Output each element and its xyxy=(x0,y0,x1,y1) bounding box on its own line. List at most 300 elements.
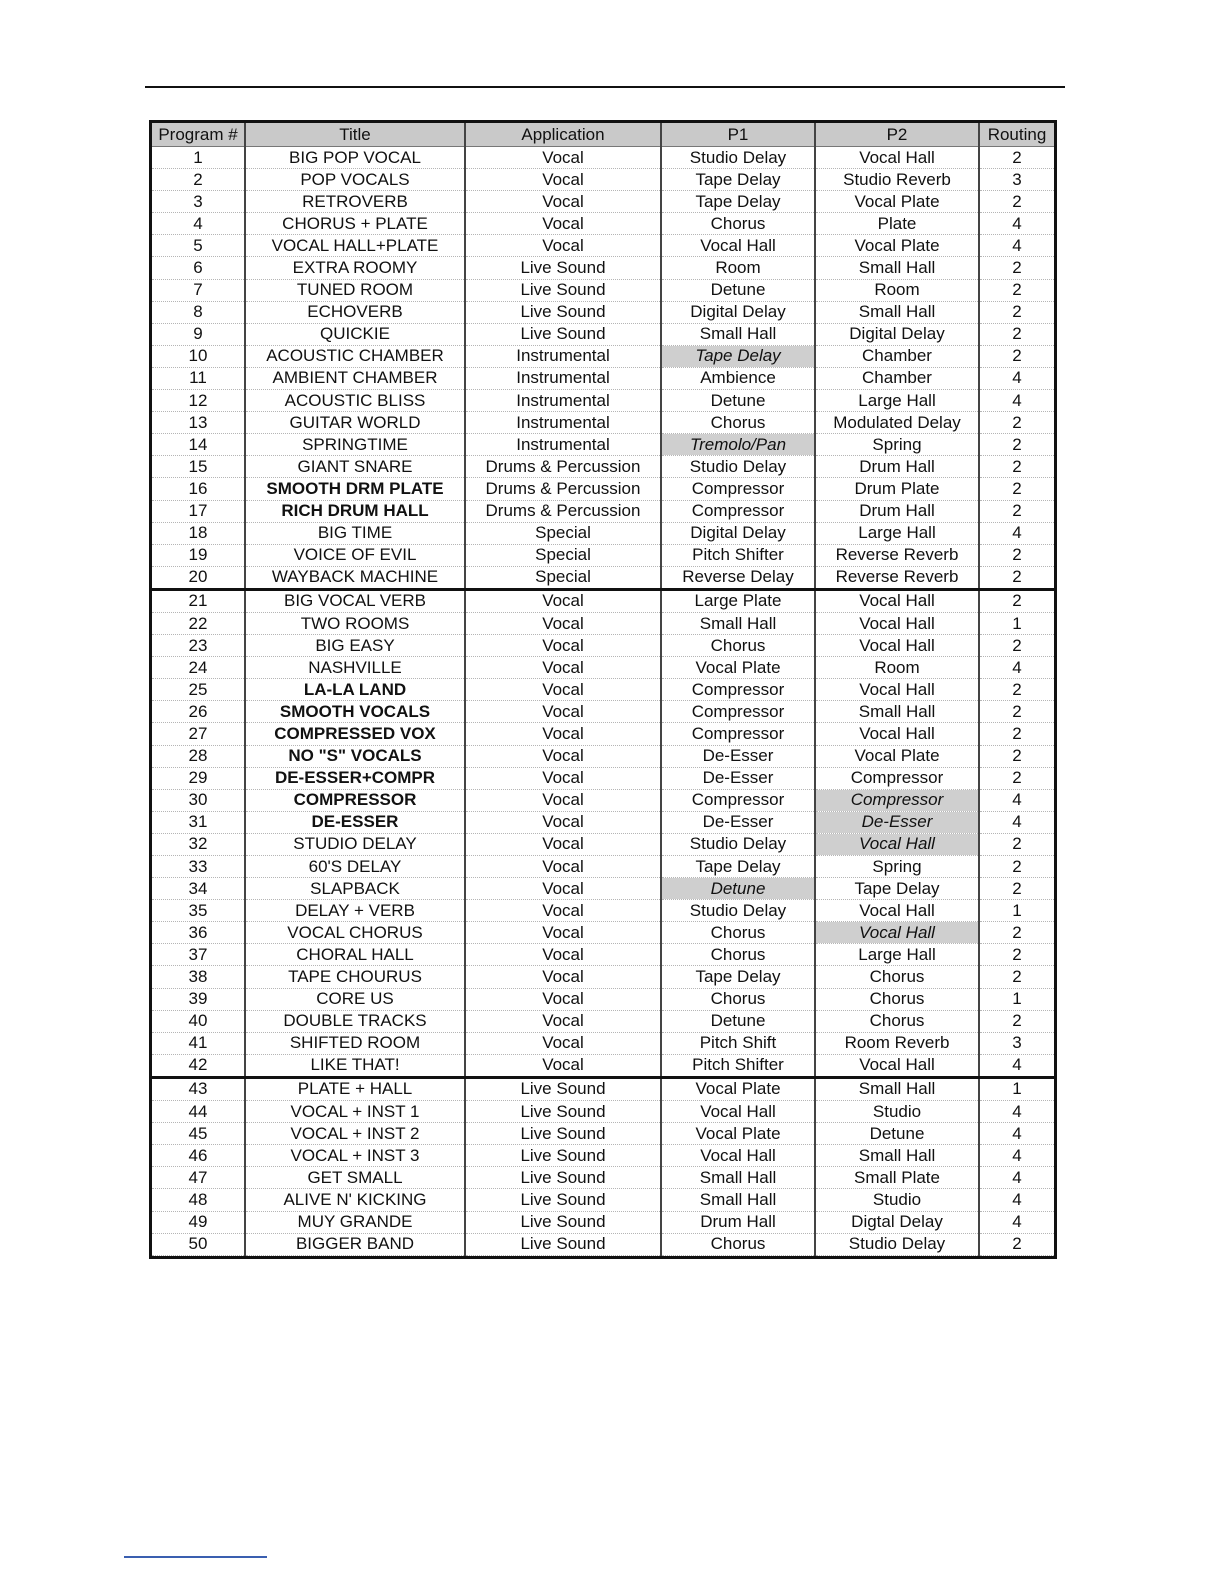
cell-title: BIG VOCAL VERB xyxy=(245,589,465,612)
table-row xyxy=(152,566,1054,589)
cell-title: WAYBACK MACHINE xyxy=(245,566,465,589)
table-header-row xyxy=(152,123,1054,147)
cell-routing: 2 xyxy=(979,922,1054,944)
cell-p1: Small Hall xyxy=(661,1167,815,1189)
cell-title: NASHVILLE xyxy=(245,657,465,679)
cell-application: Instrumental xyxy=(465,390,661,412)
cell-p1: Pitch Shifter xyxy=(661,1054,815,1077)
cell-p1: Vocal Hall xyxy=(661,235,815,257)
cell-routing: 4 xyxy=(979,1145,1054,1167)
cell-application: Vocal xyxy=(465,878,661,900)
cell-p2: Chorus xyxy=(815,966,979,988)
table-row xyxy=(152,922,1054,944)
cell-program-number: 17 xyxy=(152,500,245,522)
cell-p2: Studio xyxy=(815,1101,979,1123)
cell-routing: 2 xyxy=(979,1010,1054,1032)
table-row xyxy=(152,966,1054,988)
cell-p2: Chamber xyxy=(815,367,979,389)
header-program-number: Program # xyxy=(152,123,245,147)
cell-title: SPRINGTIME xyxy=(245,434,465,456)
cell-routing: 4 xyxy=(979,1189,1054,1211)
cell-program-number: 1 xyxy=(152,147,245,169)
cell-routing: 4 xyxy=(979,213,1054,235)
cell-p2: Small Hall xyxy=(815,301,979,323)
cell-p2: Vocal Hall xyxy=(815,635,979,657)
table-row xyxy=(152,1032,1054,1054)
cell-program-number: 38 xyxy=(152,966,245,988)
program-table xyxy=(149,120,1057,1259)
cell-program-number: 48 xyxy=(152,1189,245,1211)
cell-application: Vocal xyxy=(465,745,661,767)
table-row xyxy=(152,500,1054,522)
cell-p1: Vocal Plate xyxy=(661,1077,815,1100)
table-row xyxy=(152,745,1054,767)
cell-p1: Vocal Plate xyxy=(661,657,815,679)
cell-application: Vocal xyxy=(465,944,661,966)
cell-p2: Vocal Hall xyxy=(815,1054,979,1077)
cell-routing: 2 xyxy=(979,434,1054,456)
cell-p1: Tape Delay xyxy=(661,191,815,213)
cell-p1: Compressor xyxy=(661,723,815,745)
cell-routing: 3 xyxy=(979,169,1054,191)
cell-routing: 2 xyxy=(979,745,1054,767)
cell-routing: 4 xyxy=(979,811,1054,833)
cell-title: DELAY + VERB xyxy=(245,900,465,922)
cell-routing: 2 xyxy=(979,1233,1054,1255)
footer-rule xyxy=(124,1556,267,1558)
cell-application: Live Sound xyxy=(465,1211,661,1233)
cell-routing: 1 xyxy=(979,988,1054,1010)
cell-routing: 4 xyxy=(979,657,1054,679)
table-row xyxy=(152,1233,1054,1255)
cell-routing: 2 xyxy=(979,833,1054,855)
cell-application: Instrumental xyxy=(465,412,661,434)
cell-application: Live Sound xyxy=(465,257,661,279)
cell-title: BIG EASY xyxy=(245,635,465,657)
cell-application: Special xyxy=(465,522,661,544)
cell-application: Vocal xyxy=(465,1054,661,1077)
cell-title: NO "S" VOCALS xyxy=(245,745,465,767)
cell-routing: 2 xyxy=(979,323,1054,345)
cell-routing: 2 xyxy=(979,456,1054,478)
cell-p2: Plate xyxy=(815,213,979,235)
cell-program-number: 14 xyxy=(152,434,245,456)
cell-application: Vocal xyxy=(465,701,661,723)
table-row xyxy=(152,900,1054,922)
cell-p1: Ambience xyxy=(661,367,815,389)
table-row xyxy=(152,456,1054,478)
cell-routing: 2 xyxy=(979,635,1054,657)
cell-p2: Modulated Delay xyxy=(815,412,979,434)
table-row xyxy=(152,833,1054,855)
cell-program-number: 20 xyxy=(152,566,245,589)
cell-application: Instrumental xyxy=(465,345,661,367)
cell-routing: 4 xyxy=(979,1101,1054,1123)
cell-application: Vocal xyxy=(465,900,661,922)
cell-p1: Reverse Delay xyxy=(661,566,815,589)
cell-application: Instrumental xyxy=(465,434,661,456)
cell-application: Live Sound xyxy=(465,1077,661,1100)
cell-title: STUDIO DELAY xyxy=(245,833,465,855)
table-row xyxy=(152,235,1054,257)
table-row xyxy=(152,679,1054,701)
cell-p1: Pitch Shift xyxy=(661,1032,815,1054)
cell-title: GIANT SNARE xyxy=(245,456,465,478)
cell-p1: Vocal Plate xyxy=(661,1123,815,1145)
cell-title: COMPRESSED VOX xyxy=(245,723,465,745)
cell-routing: 2 xyxy=(979,412,1054,434)
table-row xyxy=(152,657,1054,679)
cell-program-number: 15 xyxy=(152,456,245,478)
cell-p1: Chorus xyxy=(661,635,815,657)
cell-application: Vocal xyxy=(465,235,661,257)
cell-title: TUNED ROOM xyxy=(245,279,465,301)
cell-application: Drums & Percussion xyxy=(465,478,661,500)
cell-p2: Chamber xyxy=(815,345,979,367)
cell-program-number: 12 xyxy=(152,390,245,412)
cell-program-number: 43 xyxy=(152,1077,245,1100)
cell-application: Live Sound xyxy=(465,279,661,301)
cell-program-number: 2 xyxy=(152,169,245,191)
cell-p1: Chorus xyxy=(661,412,815,434)
table-row xyxy=(152,301,1054,323)
cell-p2: Small Hall xyxy=(815,1077,979,1100)
cell-title: LA-LA LAND xyxy=(245,679,465,701)
cell-program-number: 44 xyxy=(152,1101,245,1123)
cell-routing: 2 xyxy=(979,701,1054,723)
cell-p1: Detune xyxy=(661,878,815,900)
table-row xyxy=(152,390,1054,412)
cell-p1: Compressor xyxy=(661,701,815,723)
cell-p2: Vocal Plate xyxy=(815,235,979,257)
cell-routing: 2 xyxy=(979,856,1054,878)
table-row xyxy=(152,213,1054,235)
cell-title: GET SMALL xyxy=(245,1167,465,1189)
cell-routing: 2 xyxy=(979,878,1054,900)
header-application: Application xyxy=(465,123,661,147)
cell-routing: 1 xyxy=(979,612,1054,634)
cell-program-number: 30 xyxy=(152,789,245,811)
table-row xyxy=(152,612,1054,634)
cell-p1: Vocal Hall xyxy=(661,1145,815,1167)
table-row xyxy=(152,1211,1054,1233)
cell-application: Live Sound xyxy=(465,1123,661,1145)
cell-program-number: 19 xyxy=(152,544,245,566)
cell-p2: Chorus xyxy=(815,988,979,1010)
cell-application: Drums & Percussion xyxy=(465,456,661,478)
cell-program-number: 47 xyxy=(152,1167,245,1189)
cell-p1: Chorus xyxy=(661,944,815,966)
table-row xyxy=(152,944,1054,966)
cell-routing: 2 xyxy=(979,966,1054,988)
cell-title: VOCAL + INST 3 xyxy=(245,1145,465,1167)
cell-title: CHORAL HALL xyxy=(245,944,465,966)
table-row xyxy=(152,789,1054,811)
cell-p2: Vocal Plate xyxy=(815,745,979,767)
cell-application: Special xyxy=(465,544,661,566)
cell-program-number: 49 xyxy=(152,1211,245,1233)
table-row xyxy=(152,1010,1054,1032)
table-row xyxy=(152,767,1054,789)
cell-title: CHORUS + PLATE xyxy=(245,213,465,235)
table-row xyxy=(152,1189,1054,1211)
cell-p1: De-Esser xyxy=(661,745,815,767)
cell-p1: Chorus xyxy=(661,988,815,1010)
cell-p2: Detune xyxy=(815,1123,979,1145)
cell-application: Vocal xyxy=(465,767,661,789)
cell-title: CORE US xyxy=(245,988,465,1010)
cell-application: Vocal xyxy=(465,679,661,701)
table-row xyxy=(152,723,1054,745)
cell-p2: Vocal Hall xyxy=(815,723,979,745)
cell-title: VOCAL + INST 1 xyxy=(245,1101,465,1123)
cell-title: ACOUSTIC CHAMBER xyxy=(245,345,465,367)
cell-program-number: 22 xyxy=(152,612,245,634)
cell-application: Vocal xyxy=(465,966,661,988)
cell-p2: Reverse Reverb xyxy=(815,566,979,589)
table-row xyxy=(152,856,1054,878)
cell-application: Vocal xyxy=(465,1010,661,1032)
cell-title: DOUBLE TRACKS xyxy=(245,1010,465,1032)
cell-application: Live Sound xyxy=(465,1167,661,1189)
cell-routing: 2 xyxy=(979,257,1054,279)
cell-program-number: 34 xyxy=(152,878,245,900)
cell-p2: De-Esser xyxy=(815,811,979,833)
table-row xyxy=(152,1145,1054,1167)
cell-title: ECHOVERB xyxy=(245,301,465,323)
table-row xyxy=(152,191,1054,213)
table-row xyxy=(152,367,1054,389)
cell-routing: 4 xyxy=(979,367,1054,389)
cell-application: Vocal xyxy=(465,789,661,811)
cell-p2: Large Hall xyxy=(815,390,979,412)
cell-application: Drums & Percussion xyxy=(465,500,661,522)
cell-p2: Vocal Hall xyxy=(815,922,979,944)
table-row xyxy=(152,1054,1054,1077)
cell-p2: Compressor xyxy=(815,789,979,811)
cell-p2: Digtal Delay xyxy=(815,1211,979,1233)
cell-p2: Room xyxy=(815,657,979,679)
cell-p2: Spring xyxy=(815,434,979,456)
cell-title: PLATE + HALL xyxy=(245,1077,465,1100)
cell-program-number: 42 xyxy=(152,1054,245,1077)
cell-title: BIG TIME xyxy=(245,522,465,544)
cell-title: 60'S DELAY xyxy=(245,856,465,878)
cell-application: Instrumental xyxy=(465,367,661,389)
cell-p1: Tape Delay xyxy=(661,966,815,988)
cell-p1: Compressor xyxy=(661,679,815,701)
table-row xyxy=(152,279,1054,301)
table-row xyxy=(152,1077,1054,1100)
cell-routing: 2 xyxy=(979,679,1054,701)
cell-p1: Large Plate xyxy=(661,589,815,612)
cell-program-number: 25 xyxy=(152,679,245,701)
cell-title: DE-ESSER+COMPR xyxy=(245,767,465,789)
cell-program-number: 33 xyxy=(152,856,245,878)
header-title: Title xyxy=(245,123,465,147)
cell-p1: De-Esser xyxy=(661,767,815,789)
cell-program-number: 16 xyxy=(152,478,245,500)
cell-program-number: 10 xyxy=(152,345,245,367)
cell-title: RETROVERB xyxy=(245,191,465,213)
cell-program-number: 26 xyxy=(152,701,245,723)
cell-routing: 4 xyxy=(979,1167,1054,1189)
cell-routing: 2 xyxy=(979,500,1054,522)
cell-program-number: 9 xyxy=(152,323,245,345)
table-row xyxy=(152,544,1054,566)
cell-routing: 2 xyxy=(979,147,1054,169)
cell-application: Vocal xyxy=(465,988,661,1010)
cell-p2: Compressor xyxy=(815,767,979,789)
cell-p2: Vocal Hall xyxy=(815,900,979,922)
cell-title: BIGGER BAND xyxy=(245,1233,465,1255)
cell-p1: Studio Delay xyxy=(661,147,815,169)
cell-routing: 4 xyxy=(979,1211,1054,1233)
cell-program-number: 45 xyxy=(152,1123,245,1145)
cell-routing: 4 xyxy=(979,1054,1054,1077)
cell-p1: Digital Delay xyxy=(661,522,815,544)
cell-routing: 4 xyxy=(979,789,1054,811)
cell-p1: Chorus xyxy=(661,922,815,944)
cell-application: Special xyxy=(465,566,661,589)
cell-routing: 2 xyxy=(979,544,1054,566)
cell-program-number: 28 xyxy=(152,745,245,767)
cell-title: EXTRA ROOMY xyxy=(245,257,465,279)
cell-p2: Studio Reverb xyxy=(815,169,979,191)
cell-p2: Vocal Hall xyxy=(815,833,979,855)
table-row xyxy=(152,811,1054,833)
cell-p2: Chorus xyxy=(815,1010,979,1032)
cell-title: GUITAR WORLD xyxy=(245,412,465,434)
cell-title: MUY GRANDE xyxy=(245,1211,465,1233)
cell-p1: Pitch Shifter xyxy=(661,544,815,566)
cell-p1: Compressor xyxy=(661,478,815,500)
cell-application: Vocal xyxy=(465,169,661,191)
cell-application: Vocal xyxy=(465,191,661,213)
cell-program-number: 18 xyxy=(152,522,245,544)
cell-p2: Spring xyxy=(815,856,979,878)
cell-program-number: 46 xyxy=(152,1145,245,1167)
cell-p2: Tape Delay xyxy=(815,878,979,900)
cell-routing: 1 xyxy=(979,1077,1054,1100)
cell-p1: De-Esser xyxy=(661,811,815,833)
cell-application: Vocal xyxy=(465,657,661,679)
table-row xyxy=(152,147,1054,169)
cell-p1: Tape Delay xyxy=(661,856,815,878)
cell-application: Live Sound xyxy=(465,1101,661,1123)
cell-title: VOICE OF EVIL xyxy=(245,544,465,566)
cell-title: ALIVE N' KICKING xyxy=(245,1189,465,1211)
cell-routing: 4 xyxy=(979,390,1054,412)
header-p2: P2 xyxy=(815,123,979,147)
cell-p2: Vocal Hall xyxy=(815,147,979,169)
cell-routing: 4 xyxy=(979,235,1054,257)
cell-program-number: 4 xyxy=(152,213,245,235)
cell-p2: Drum Hall xyxy=(815,456,979,478)
cell-p1: Studio Delay xyxy=(661,900,815,922)
cell-title: SMOOTH VOCALS xyxy=(245,701,465,723)
header-routing: Routing xyxy=(979,123,1054,147)
cell-p2: Small Plate xyxy=(815,1167,979,1189)
cell-p2: Vocal Hall xyxy=(815,589,979,612)
cell-routing: 1 xyxy=(979,900,1054,922)
cell-program-number: 50 xyxy=(152,1233,245,1255)
table-row xyxy=(152,878,1054,900)
cell-p2: Studio Delay xyxy=(815,1233,979,1255)
cell-title: ACOUSTIC BLISS xyxy=(245,390,465,412)
cell-program-number: 35 xyxy=(152,900,245,922)
cell-application: Vocal xyxy=(465,612,661,634)
cell-p1: Small Hall xyxy=(661,323,815,345)
cell-title: SHIFTED ROOM xyxy=(245,1032,465,1054)
cell-application: Vocal xyxy=(465,811,661,833)
cell-application: Live Sound xyxy=(465,1145,661,1167)
cell-p2: Large Hall xyxy=(815,522,979,544)
table-row xyxy=(152,412,1054,434)
cell-application: Live Sound xyxy=(465,1189,661,1211)
cell-p1: Detune xyxy=(661,1010,815,1032)
cell-program-number: 24 xyxy=(152,657,245,679)
cell-p2: Small Hall xyxy=(815,1145,979,1167)
cell-p1: Detune xyxy=(661,390,815,412)
cell-program-number: 36 xyxy=(152,922,245,944)
cell-program-number: 39 xyxy=(152,988,245,1010)
cell-routing: 4 xyxy=(979,522,1054,544)
cell-program-number: 23 xyxy=(152,635,245,657)
table-row xyxy=(152,701,1054,723)
cell-p2: Room xyxy=(815,279,979,301)
cell-p2: Room Reverb xyxy=(815,1032,979,1054)
cell-program-number: 40 xyxy=(152,1010,245,1032)
table-row xyxy=(152,1167,1054,1189)
table-row xyxy=(152,323,1054,345)
table-row xyxy=(152,522,1054,544)
cell-routing: 2 xyxy=(979,478,1054,500)
cell-application: Vocal xyxy=(465,723,661,745)
cell-application: Vocal xyxy=(465,635,661,657)
cell-program-number: 37 xyxy=(152,944,245,966)
table-row xyxy=(152,988,1054,1010)
cell-program-number: 41 xyxy=(152,1032,245,1054)
cell-p1: Tremolo/Pan xyxy=(661,434,815,456)
table-row xyxy=(152,434,1054,456)
cell-p2: Large Hall xyxy=(815,944,979,966)
cell-routing: 2 xyxy=(979,345,1054,367)
cell-title: COMPRESSOR xyxy=(245,789,465,811)
cell-routing: 2 xyxy=(979,944,1054,966)
cell-p1: Small Hall xyxy=(661,612,815,634)
cell-p1: Chorus xyxy=(661,1233,815,1255)
cell-routing: 2 xyxy=(979,191,1054,213)
cell-application: Vocal xyxy=(465,589,661,612)
table-row xyxy=(152,169,1054,191)
cell-title: POP VOCALS xyxy=(245,169,465,191)
cell-application: Live Sound xyxy=(465,323,661,345)
table-row xyxy=(152,1123,1054,1145)
cell-application: Vocal xyxy=(465,922,661,944)
cell-title: RICH DRUM HALL xyxy=(245,500,465,522)
cell-program-number: 6 xyxy=(152,257,245,279)
cell-title: TAPE CHOURUS xyxy=(245,966,465,988)
cell-title: VOCAL CHORUS xyxy=(245,922,465,944)
cell-title: VOCAL + INST 2 xyxy=(245,1123,465,1145)
table-row xyxy=(152,589,1054,612)
cell-program-number: 8 xyxy=(152,301,245,323)
cell-p2: Drum Hall xyxy=(815,500,979,522)
table-row xyxy=(152,478,1054,500)
cell-p1: Drum Hall xyxy=(661,1211,815,1233)
cell-program-number: 11 xyxy=(152,367,245,389)
